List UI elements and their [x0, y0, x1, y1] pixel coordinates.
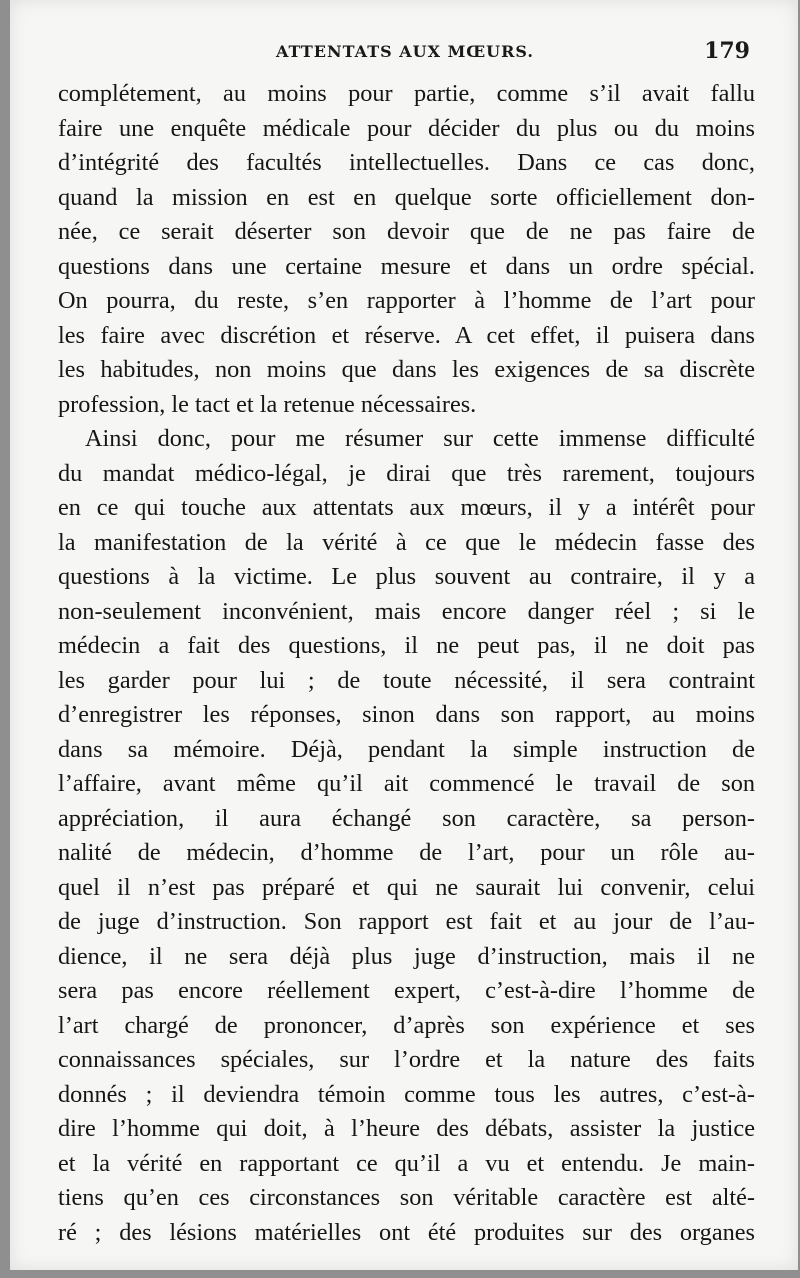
text-line: dire l’homme qui doit, à l’heure des débats, assister la justice: [58, 1115, 755, 1142]
text-line: les garder pour lui ; de toute nécessité, il sera contraint: [58, 666, 755, 694]
body-text: [58, 77, 755, 1250]
page-number: 179: [704, 38, 750, 64]
text-line: les faire avec discrétion et réserve. A cet effet, il puisera dans: [58, 321, 755, 349]
text-line: profession, le tact et la retenue nécessaires.: [58, 390, 477, 418]
text-line: tiens qu’en ces circonstances son véritable caractère est alté-: [58, 1184, 755, 1211]
text-line: l’affaire, avant même qu’il ait commencé le travail de son: [58, 770, 755, 797]
text-line: ré ; des lésions matérielles ont été produites sur des organes: [58, 1218, 755, 1246]
text-line: médecin a fait des questions, il ne peut pas, il ne doit pas: [58, 632, 755, 659]
text-line: connaissances spéciales, sur l’ordre et la nature des faits: [58, 1046, 755, 1073]
text-line: donnés ; il deviendra témoin comme tous les autres, c’est-à-: [58, 1080, 755, 1108]
running-head: [60, 38, 750, 68]
text-line: dans sa mémoire. Déjà, pendant la simple instruction de: [58, 735, 755, 763]
text-line: et la vérité en rapportant ce qu’il a vu et entendu. Je main-: [58, 1149, 755, 1177]
text-line: sera pas encore réellement expert, c’est-à-dire l’homme de: [58, 977, 755, 1004]
text-line: l’art chargé de prononcer, d’après son expérience et ses: [58, 1011, 755, 1039]
text-line: de juge d’instruction. Son rapport est fait et au jour de l’au-: [58, 908, 755, 935]
text-line: questions à la victime. Le plus souvent au contraire, il y a: [58, 563, 755, 590]
text-line: née, ce serait déserter son devoir que de ne pas faire de: [58, 218, 755, 245]
text-line: d’intégrité des facultés intellectuelles. Dans ce cas donc,: [58, 149, 755, 176]
text-line: Ainsi donc, pour me résumer sur cette immense difficulté: [85, 425, 755, 452]
text-line: d’enregistrer les réponses, sinon dans son rapport, au moins: [58, 701, 755, 728]
running-title: ATTENTATS AUX MŒURS.: [276, 42, 534, 61]
text-line: faire une enquête médicale pour décider du plus ou du moins: [58, 114, 755, 142]
text-line: du mandat médico-légal, je dirai que très rarement, toujours: [58, 459, 755, 487]
text-line: complétement, au moins pour partie, comme s’il avait fallu: [58, 80, 755, 107]
text-line: dience, il ne sera déjà plus juge d’instruction, mais il ne: [58, 942, 755, 970]
text-line: en ce qui touche aux attentats aux mœurs, il y a intérêt pour: [58, 494, 755, 521]
text-line: quand la mission en est en quelque sorte officiellement don-: [58, 183, 755, 211]
text-line: On pourra, du reste, s’en rapporter à l’homme de l’art pour: [58, 287, 755, 314]
text-line: appréciation, il aura échangé son caractère, sa person-: [58, 804, 755, 832]
text-line: nalité de médecin, d’homme de l’art, pour un rôle au-: [58, 839, 755, 866]
text-line: quel il n’est pas préparé et qui ne saurait lui convenir, celui: [58, 873, 755, 901]
text-line: la manifestation de la vérité à ce que le médecin fasse des: [58, 528, 755, 556]
text-line: questions dans une certaine mesure et dans un ordre spécial.: [58, 252, 755, 280]
text-line: les habitudes, non moins que dans les exigences de sa discrète: [58, 356, 755, 383]
book-page: [10, 0, 798, 1270]
text-line: non-seulement inconvénient, mais encore danger réel ; si le: [58, 597, 755, 625]
